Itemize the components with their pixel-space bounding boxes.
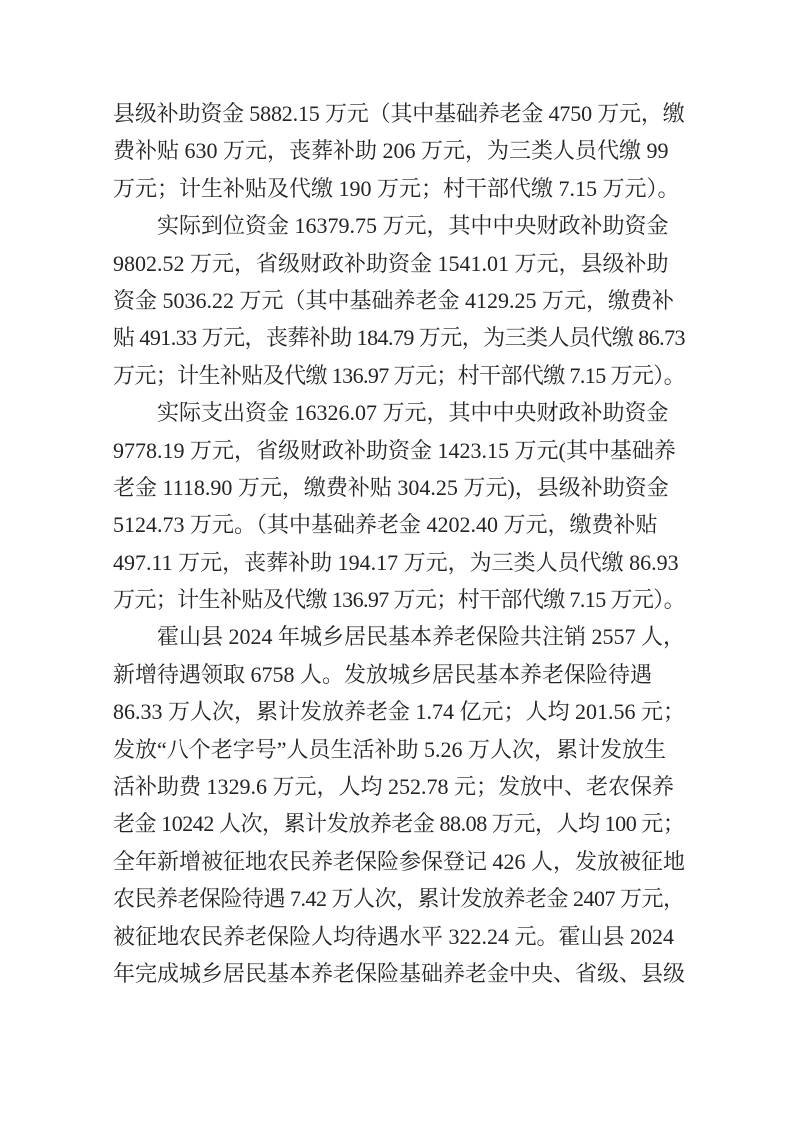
text-line: 费补贴 630 万元，丧葬补助 206 万元，为三类人员代缴 99	[113, 138, 669, 164]
text-line: 新增待遇领取 6758 人。发放城乡居民基本养老保险待遇	[113, 661, 653, 687]
text-line: 县级补助资金 5882.15 万元（其中基础养老金 4750 万元，缴	[113, 101, 685, 126]
text-line: 5124.73 万元。（其中基础养老金 4202.40 万元，缴费补贴	[113, 512, 658, 538]
text-line: 万元；计生补贴及代缴 136.97 万元；村干部代缴 7.15 万元）。	[113, 587, 686, 613]
text-line: 实际支出资金 16326.07 万元，其中中央财政补助资金	[113, 400, 669, 426]
text-line: 老金 1118.90 万元，缴费补贴 304.25 万元)，县级补助资金	[113, 474, 669, 500]
text-line: 全年新增被征地农民养老保险参保登记 426 人，发放被征地	[113, 848, 686, 874]
paragraph-funds-spent	[113, 394, 685, 618]
text-line: 年完成城乡居民基本养老保险基础养老金中央、省级、县级	[113, 960, 686, 986]
text-line: 万元；计生补贴及代缴 190 万元；村干部代缴 7.15 万元）。	[113, 175, 680, 201]
text-line: 发放“八个老字号”人员生活补助 5.26 万人次，累计发放生	[113, 736, 667, 762]
text-line: 老金 10242 人次，累计发放养老金 88.08 万元，人均 100 元；	[113, 811, 685, 837]
text-line: 万元；计生补贴及代缴 136.97 万元；村干部代缴 7.15 万元）。	[113, 362, 686, 388]
text-line: 被征地农民养老保险人均待遇水平 322.24 元。霍山县 2024	[113, 923, 675, 949]
text-line: 资金 5036.22 万元（其中基础养老金 4129.25 万元，缴费补	[113, 287, 675, 313]
text-line: 9802.52 万元，省级财政补助资金 1541.01 万元，县级补助	[113, 250, 669, 276]
text-line: 贴 491.33 万元，丧葬补助 184.79 万元，为三类人员代缴 86.73	[113, 325, 686, 351]
text-line: 9778.19 万元，省级财政补助资金 1423.15 万元(其中基础养	[113, 437, 676, 463]
text-line: 霍山县 2024 年城乡居民基本养老保险共注销 2557 人，	[113, 624, 686, 650]
paragraph-pension-statistics	[113, 618, 685, 992]
text-line: 497.11 万元，丧葬补助 194.17 万元，为三类人员代缴 86.93	[113, 549, 679, 575]
text-column	[113, 95, 685, 992]
paragraph-continuation	[113, 95, 685, 207]
text-line: 活补助费 1329.6 万元，人均 252.78 元；发放中、老农保养	[113, 774, 675, 800]
text-line: 农民养老保险待遇 7.42 万人次，累计发放养老金 2407 万元，	[113, 886, 685, 912]
paragraph-funds-received	[113, 207, 685, 394]
text-line: 86.33 万人次，累计发放养老金 1.74 亿元；人均 201.56 元；	[113, 699, 686, 725]
text-line: 实际到位资金 16379.75 万元，其中中央财政补助资金	[113, 213, 669, 239]
